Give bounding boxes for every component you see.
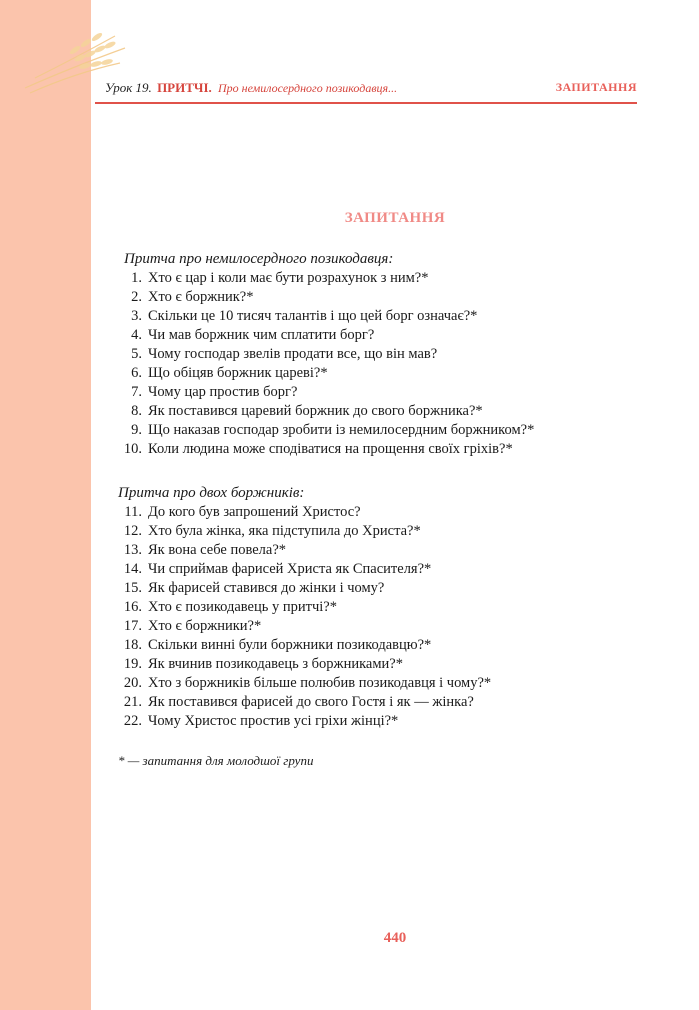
question-item [118,541,638,560]
question-text: Як поставився царевий боржник до свого боржника?* [148,403,483,419]
question-item [118,364,638,383]
question-item [118,402,638,421]
question-item [118,345,638,364]
question-text: Чому Христос простив усі гріхи жінці?* [148,713,399,729]
question-item [118,655,638,674]
question-number: 21. [123,694,142,710]
question-item [118,269,638,288]
header-section-label: ЗАПИТАННЯ [555,80,637,94]
question-text: Що обіцяв боржник цареві?* [148,365,328,381]
question-text: Чи мав боржник чим сплатити борг? [148,327,375,343]
question-number: 5. [131,346,142,362]
question-number: 19. [123,656,142,672]
header-divider [95,102,637,104]
question-text: Чому цар простив борг? [148,384,298,400]
page-title: ЗАПИТАННЯ [344,210,446,226]
question-text: Хто є боржник?* [148,289,254,305]
question-item [118,421,638,440]
question-item [118,693,638,712]
question-text: Скільки винні були боржники позикодавцю?* [148,637,432,653]
question-text: Хто була жінка, яка підступила до Христа?* [148,523,421,539]
question-text: Коли людина може сподіватися на прощення своїх гріхів?* [148,441,513,457]
question-item [118,579,638,598]
question-text: Чому господар звелів продати все, що він мав? [148,346,438,362]
question-text: Як вона себе повела?* [148,542,287,558]
question-number: 1. [131,270,142,286]
question-text: Хто є боржники?* [148,618,262,634]
question-item [118,617,638,636]
parable1-title: Притча про немилосердного позикодавця: [124,251,394,267]
question-item [118,712,638,731]
question-item [118,288,638,307]
question-item [118,503,638,522]
question-number: 10. [123,441,142,457]
parable2-title: Притча про двох боржників: [118,485,305,501]
question-number: 11. [124,504,142,520]
question-text: Чи сприймав фарисей Христа як Спасителя?* [148,561,432,577]
question-item [118,598,638,617]
question-item [118,383,638,402]
question-text: Хто є цар і коли має бути розрахунок з ним?* [148,270,429,286]
question-text: Як фарисей ставився до жінки і чому? [148,580,385,596]
question-text: Хто є позикодавець у притчі?* [148,599,337,615]
question-number: 2. [131,289,142,305]
question-number: 22. [123,713,142,729]
question-number: 14. [123,561,142,577]
footnote: * — запитання для молодшої групи [118,753,314,768]
parable2-block [118,484,638,731]
question-item [118,326,638,345]
question-text: Скільки це 10 тисяч талантів і що цей борг означає?* [148,308,478,324]
lesson-number: Урок 19. [105,80,152,95]
question-number: 20. [123,675,142,691]
question-item [118,307,638,326]
question-text: Як вчинив позикодавець з боржниками?* [148,656,403,672]
question-number: 4. [131,327,142,343]
question-number: 16. [123,599,142,615]
question-number: 6. [131,365,142,381]
page-number: 440 [383,930,407,946]
question-number: 3. [131,308,142,324]
question-text: Як поставився фарисей до свого Гостя і як — жінка? [148,694,474,710]
question-item [118,560,638,579]
question-item [118,440,638,459]
lesson-subtitle: Про немилосердного позикодавця... [218,81,398,95]
question-item [118,636,638,655]
question-number: 17. [123,618,142,634]
question-number: 13. [123,542,142,558]
running-header [105,80,397,96]
question-item [118,522,638,541]
question-item [118,674,638,693]
question-text: До кого був запрошений Христос? [148,504,361,520]
question-number: 7. [131,384,142,400]
question-number: 15. [123,580,142,596]
question-number: 9. [131,422,142,438]
question-number: 12. [123,523,142,539]
parable1-questions [118,269,638,459]
question-number: 18. [123,637,142,653]
parable2-questions [118,503,638,731]
question-text: Хто з боржників більше полюбив позикодавця і чому?* [148,675,492,691]
parable1-block [118,250,638,459]
question-number: 8. [131,403,142,419]
question-text: Що наказав господар зробити із немилосердним боржником?* [148,422,535,438]
side-strip [0,0,91,1010]
lesson-topic: ПРИТЧІ. [157,80,212,95]
